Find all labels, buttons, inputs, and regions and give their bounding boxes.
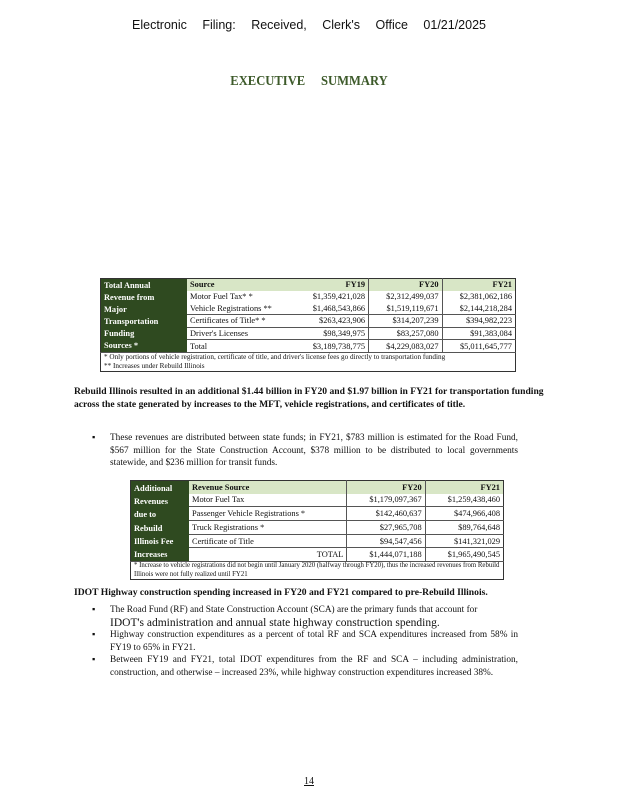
column-header: FY20 [369,279,442,291]
table-row: Passenger Vehicle Registrations * $142,460,637 $474,966,408 [131,507,504,521]
table-row-total: Total $3,189,738,775 $4,229,083,027 $5,011,645,777 [101,340,516,353]
column-header: FY20 [347,481,425,494]
filing-header: Electronic Filing: Received, Clerk's Office 01/21/2025 [132,18,486,32]
table-row: Certificate of Title $94,547,456 $141,321,029 [131,534,504,548]
bullet-list [92,604,518,679]
list-item: ▪ The Road Fund (RF) and State Construction Account (SCA) are the primary funds that account for [92,605,478,615]
table-row: Vehicle Registrations ** $1,468,543,866 $1,519,119,671 $2,144,218,284 [101,302,516,314]
table-row: Driver's Licenses $98,349,975 $83,257,080 $91,383,084 [101,327,516,340]
list-item: IDOT's administration and annual state highway construction spending. [110,616,440,629]
bullet-icon: ▪ [92,655,96,665]
column-header: FY21 [442,279,515,291]
table-side-label: Total Annual Revenue from Major Transportation Funding Sources * [101,279,188,353]
column-header: FY21 [425,481,503,494]
bullet-icon: ▪ [92,433,96,443]
table-row: Motor Fuel Tax* * $1,359,421,028 $2,312,499,037 $2,381,062,186 [101,291,516,303]
bullet-icon: ▪ [92,605,96,615]
table-row-total: TOTAL $1,444,071,188 $1,965,490,545 [131,548,504,562]
bullet-icon: ▪ [92,630,96,640]
list-item: ▪ Between FY19 and FY21, total IDOT expenditures from the RF and SCA – including administration, construction, and otherwise – increased 23%, while highway construction expenditures increased 38%. [92,655,518,678]
table-row: Certificates of Title* * $263,423,906 $314,207,239 $394,982,223 [101,314,516,327]
rebuild-illinois-paragraph: Rebuild Illinois resulted in an additional $1.44 billion in FY20 and $1.97 billion in FY21 for transportation funding across the state generated by increases to the MFT, vehicle registrations, and certificates of title. [74,386,544,410]
table-side-label: Additional Revenues due to Rebuild Illinois Fee Increases [131,481,190,562]
bullet-list [92,432,518,470]
table-footnote: ** Increases under Rebuild Illinois [104,362,205,370]
additional-revenues-table [130,480,504,580]
list-item: ▪ Highway construction expenditures as a percent of total RF and SCA expenditures increased from 58% in FY19 to 65% in FY21. [92,630,518,653]
column-header: Revenue Source [189,481,347,494]
column-header: FY19 [296,279,369,291]
table-row: Truck Registrations * $27,965,708 $89,764,648 [131,521,504,535]
table-footnote: * Only portions of vehicle registration, certificate of title, and driver's license fees go directly to transportation funding [101,353,516,363]
table-footnote: * Increase to vehicle registrations did not begin until January 2020 (halfway through FY20), thus the increased revenues from Rebuild Illinois were not fully realized until FY21 [131,562,504,580]
table-row: Motor Fuel Tax $1,179,097,367 $1,259,438,460 [131,494,504,507]
page-number: 14 [304,776,314,787]
list-item: ▪ These revenues are distributed between state funds; in FY21, $783 million is estimated for the Road Fund, $567 million for the State Construction Account, $378 million to be distributed to local governments statewide, and $236 million for transit funds. [92,433,518,468]
column-header: Source [187,279,296,291]
revenue-sources-table [100,278,516,372]
highway-spending-paragraph: IDOT Highway construction spending increased in FY20 and FY21 compared to pre-Rebuild Illinois. [74,587,488,598]
page-title: EXECUTIVE SUMMARY [230,74,388,89]
